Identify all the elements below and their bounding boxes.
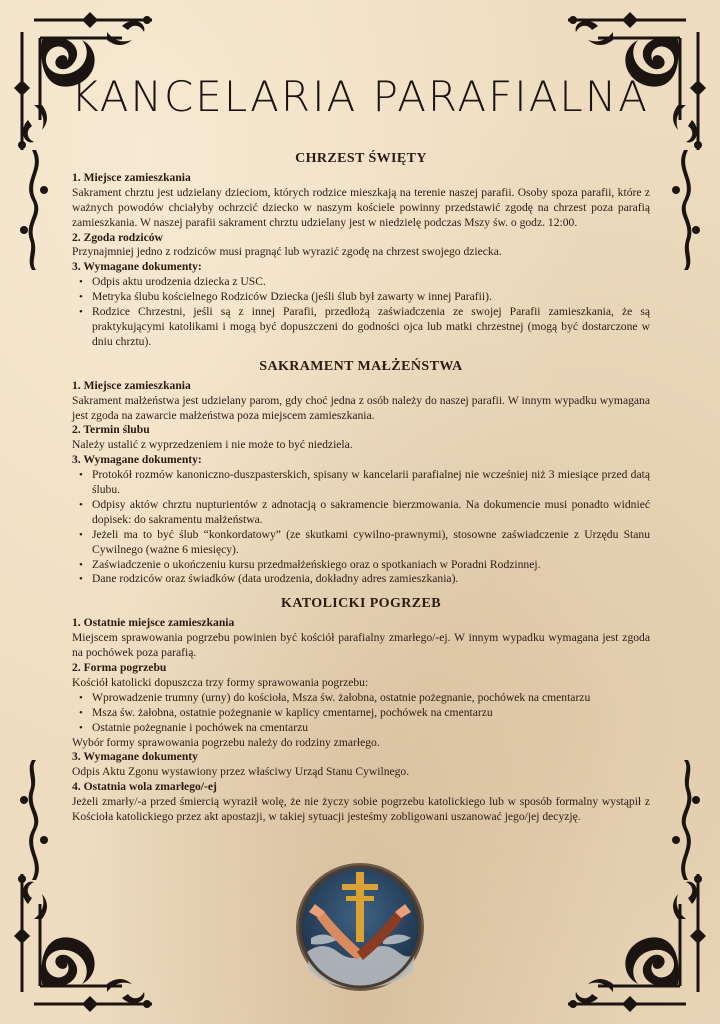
subheading: 3. Wymagane dokumenty: — [72, 260, 202, 274]
paragraph: Należy ustalić z wyprzedzeniem i nie może to być niedziela. — [72, 438, 353, 452]
paragraph: Sakrament chrztu jest udzielany dzieciom, których rodzice mieszkają na terenie naszej parafii. Osoby spoza parafii, które z ważnych powodów chciałyby ochrzcić dziecko w naszym kościele powinny przedstawić zgodę na chrzest poza parafią zamieszkania. W naszej parafii sakrament chrztu udzielany jest w niedzielę podczas Mszy św. o godz. 12:00. — [72, 185, 650, 229]
list-item: • Rodzice Chrzestni, jeśli są z innej Parafii, przedłożą zaświadczenia ze swojej Parafii zamieszkania, że są praktykującymi katolikami i mogą być dopuszczeni do godności ojca lub matki chrzestnej (mogą być dostarczone w dniu chrztu). — [90, 305, 650, 350]
paragraph: Wybór formy sprawowania pogrzebu należy do rodziny zmarłego. — [72, 735, 380, 749]
section-baptism — [72, 152, 650, 350]
list-item: • Jeżeli ma to być ślub “konkordatowy” (ze skutkami cywilno-prawnymi), stosowne zaświadczenie z Urzędu Stanu Cywilnego (ważne 6 miesięcy). — [90, 528, 650, 558]
list-item: • Metryka ślubu kościelnego Rodziców Dziecka (jeśli ślub był zawarty w innej Parafii). — [90, 290, 650, 305]
paragraph: Sakrament małżeństwa jest udzielany parom, gdy choć jedna z osób należy do naszej parafii. W innym wypadku wymagana jest zgoda na zawarcie małżeństwa poza miejscem zamieszkania. — [72, 393, 650, 422]
list-item: • Protokół rozmów kanoniczno-duszpasterskich, spisany w kancelarii parafialnej nie wcześniej niż 3 miesiące przed datą ślubu. — [90, 468, 650, 498]
subheading: 4. Ostatnia wola zmarłego/-ej — [72, 780, 217, 794]
list-item: • Dane rodziców oraz świadków (data urodzenia, dokładny adres zamieszkania). — [90, 572, 650, 587]
content — [72, 150, 650, 835]
paragraph: Przynajmniej jedno z rodziców musi pragnąć lub wyrazić zgodę na chrzest swojego dziecka. — [72, 245, 502, 259]
section-heading: CHRZEST ŚWIĘTY — [295, 151, 427, 166]
subheading: 2. Zgoda rodziców — [72, 230, 163, 244]
list-item: • Odpisy aktów chrztu nupturientów z adnotacją o sakramencie bierzmowania. Na dokumencie musi ponadto widnieć dopisek: do sakramentu małżeństwa. — [90, 498, 650, 528]
list-item: • Zaświadczenie o ukończeniu kursu przedmałżeńskiego oraz o spotkaniach w Poradni Rodzinnej. — [90, 558, 650, 573]
side-scroll-left-top-icon — [16, 150, 56, 270]
section-funeral — [72, 597, 650, 825]
side-scroll-right-top-icon — [664, 150, 704, 270]
list-item: • Wprowadzenie trumny (urny) do kościoła, Msza św. żałobna, ostatnie pożegnanie, pochówek na cmentarzu — [90, 691, 650, 706]
funeral-forms-list — [72, 691, 650, 736]
list-item: • Ostatnie pożegnanie i pochówek na cmentarzu — [90, 721, 650, 736]
paragraph: Kościół katolicki dopuszcza trzy formy sprawowania pogrzebu: — [72, 675, 369, 689]
ornamental-corner-bottom-right-icon — [558, 864, 708, 1014]
subheading: 3. Wymagane dokumenty — [72, 750, 198, 764]
list-item: • Odpis aktu urodzenia dziecka z USC. — [90, 275, 650, 290]
subheading: 2. Forma pogrzebu — [72, 661, 167, 674]
side-scroll-left-bottom-icon — [16, 760, 56, 880]
section-heading: KATOLICKI POGRZEB — [281, 596, 441, 612]
subheading: 2. Termin ślubu — [72, 423, 150, 437]
section-heading: SAKRAMENT MAŁŻEŃSTWA — [259, 358, 463, 374]
subheading: 3. Wymagane dokumenty: — [72, 453, 202, 467]
franciscan-emblem-icon — [293, 860, 427, 994]
paragraph: Miejscem sprawowania pogrzebu powinien być kościół parafialny zmarłego/-ej. W innym wypadku wymagana jest zgoda na pochówek poza parafią. — [72, 631, 650, 660]
paragraph: Odpis Aktu Zgonu wystawiony przez właściwy Urząd Stanu Cywilnego. — [72, 765, 410, 779]
section-marriage — [72, 360, 650, 588]
page-title: KANCELARIA PARAFIALNA — [71, 72, 649, 121]
document-list — [72, 275, 650, 350]
subheading: 1. Ostatnie miejsce zamieszkania — [72, 616, 235, 630]
subheading: 1. Miejsce zamieszkania — [72, 378, 191, 392]
subheading: 1. Miejsce zamieszkania — [72, 170, 191, 184]
side-scroll-right-bottom-icon — [664, 760, 704, 880]
document-list — [72, 468, 650, 587]
list-item: • Msza św. żałobna, ostatnie pożegnanie w kaplicy cmentarnej, pochówek na cmentarzu — [90, 706, 650, 721]
paragraph: Jeżeli zmarły/-a przed śmiercią wyraził wolę, że nie życzy sobie pogrzebu katolickiego lub w sposób formalny wystąpił z Kościoła katolickiego przez akt apostazji, w takiej sytuacji jesteśmy zobligowani uszanować jego/jej decyzję. — [72, 795, 650, 824]
ornamental-corner-bottom-left-icon — [12, 864, 162, 1014]
